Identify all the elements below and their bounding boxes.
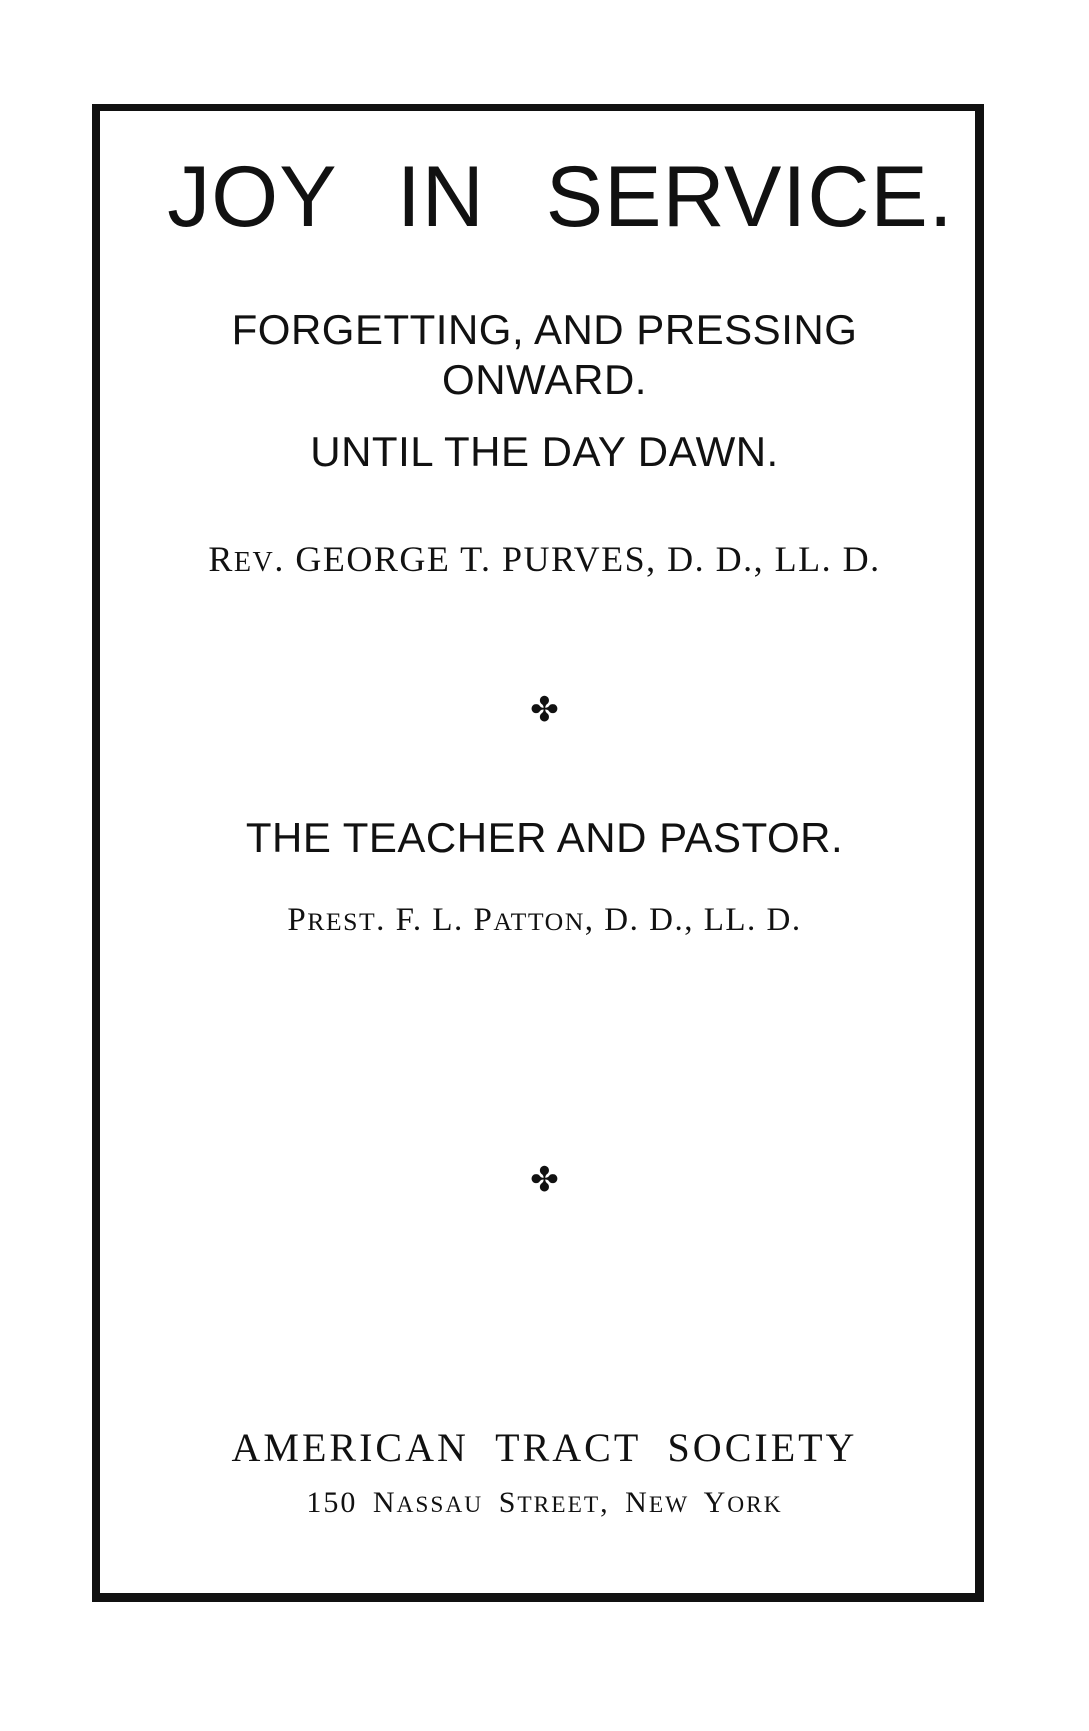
author-purves xyxy=(0,538,1089,580)
address-new-rest: EW xyxy=(648,1492,690,1518)
cross-ornament-icon: ✤ xyxy=(530,690,559,730)
author-patton-surname-rest: ATTON xyxy=(493,907,585,936)
author-patton xyxy=(0,902,1089,939)
author-patton-prefix-initial: P xyxy=(287,902,308,938)
address-new-initial: N xyxy=(625,1486,649,1519)
address-street-rest: TREET xyxy=(517,1492,601,1518)
essay-title-until-the-day-dawn: UNTIL THE DAY DAWN. xyxy=(310,428,779,475)
publisher-address xyxy=(0,1486,1089,1520)
address-nassau-initial: N xyxy=(372,1486,397,1519)
essay-title-teacher-and-pastor: THE TEACHER AND PASTOR. xyxy=(245,814,844,861)
address-street-initial: S xyxy=(483,1486,518,1519)
author-purves-name: . GEORGE T. PURVES, D. D., LL. D. xyxy=(274,539,881,579)
address-comma: , xyxy=(600,1486,626,1519)
author-patton-prefix-rest: REST xyxy=(307,907,377,936)
book-title: JOY IN SERVICE. xyxy=(167,149,954,245)
author-patton-initials: . F. L. xyxy=(376,902,474,938)
address-york-rest: ORK xyxy=(727,1492,783,1518)
essay-title-forgetting-line1: FORGETTING, AND PRESSING xyxy=(231,306,858,353)
author-purves-prefix-rest: EV xyxy=(233,547,275,578)
author-patton-degrees: , D. D., LL. D. xyxy=(584,902,802,938)
address-nassau-rest: ASSAU xyxy=(396,1492,484,1518)
essay-title-forgetting-line2: ONWARD. xyxy=(442,356,647,403)
publisher-name: AMERICAN TRACT SOCIETY xyxy=(231,1425,858,1470)
author-patton-surname-initial: P xyxy=(473,902,494,938)
author-purves-prefix-initial: R xyxy=(208,539,234,579)
address-york-initial: Y xyxy=(689,1486,728,1519)
address-number: 150 xyxy=(306,1486,373,1519)
cross-ornament-icon: ✤ xyxy=(530,1160,559,1200)
